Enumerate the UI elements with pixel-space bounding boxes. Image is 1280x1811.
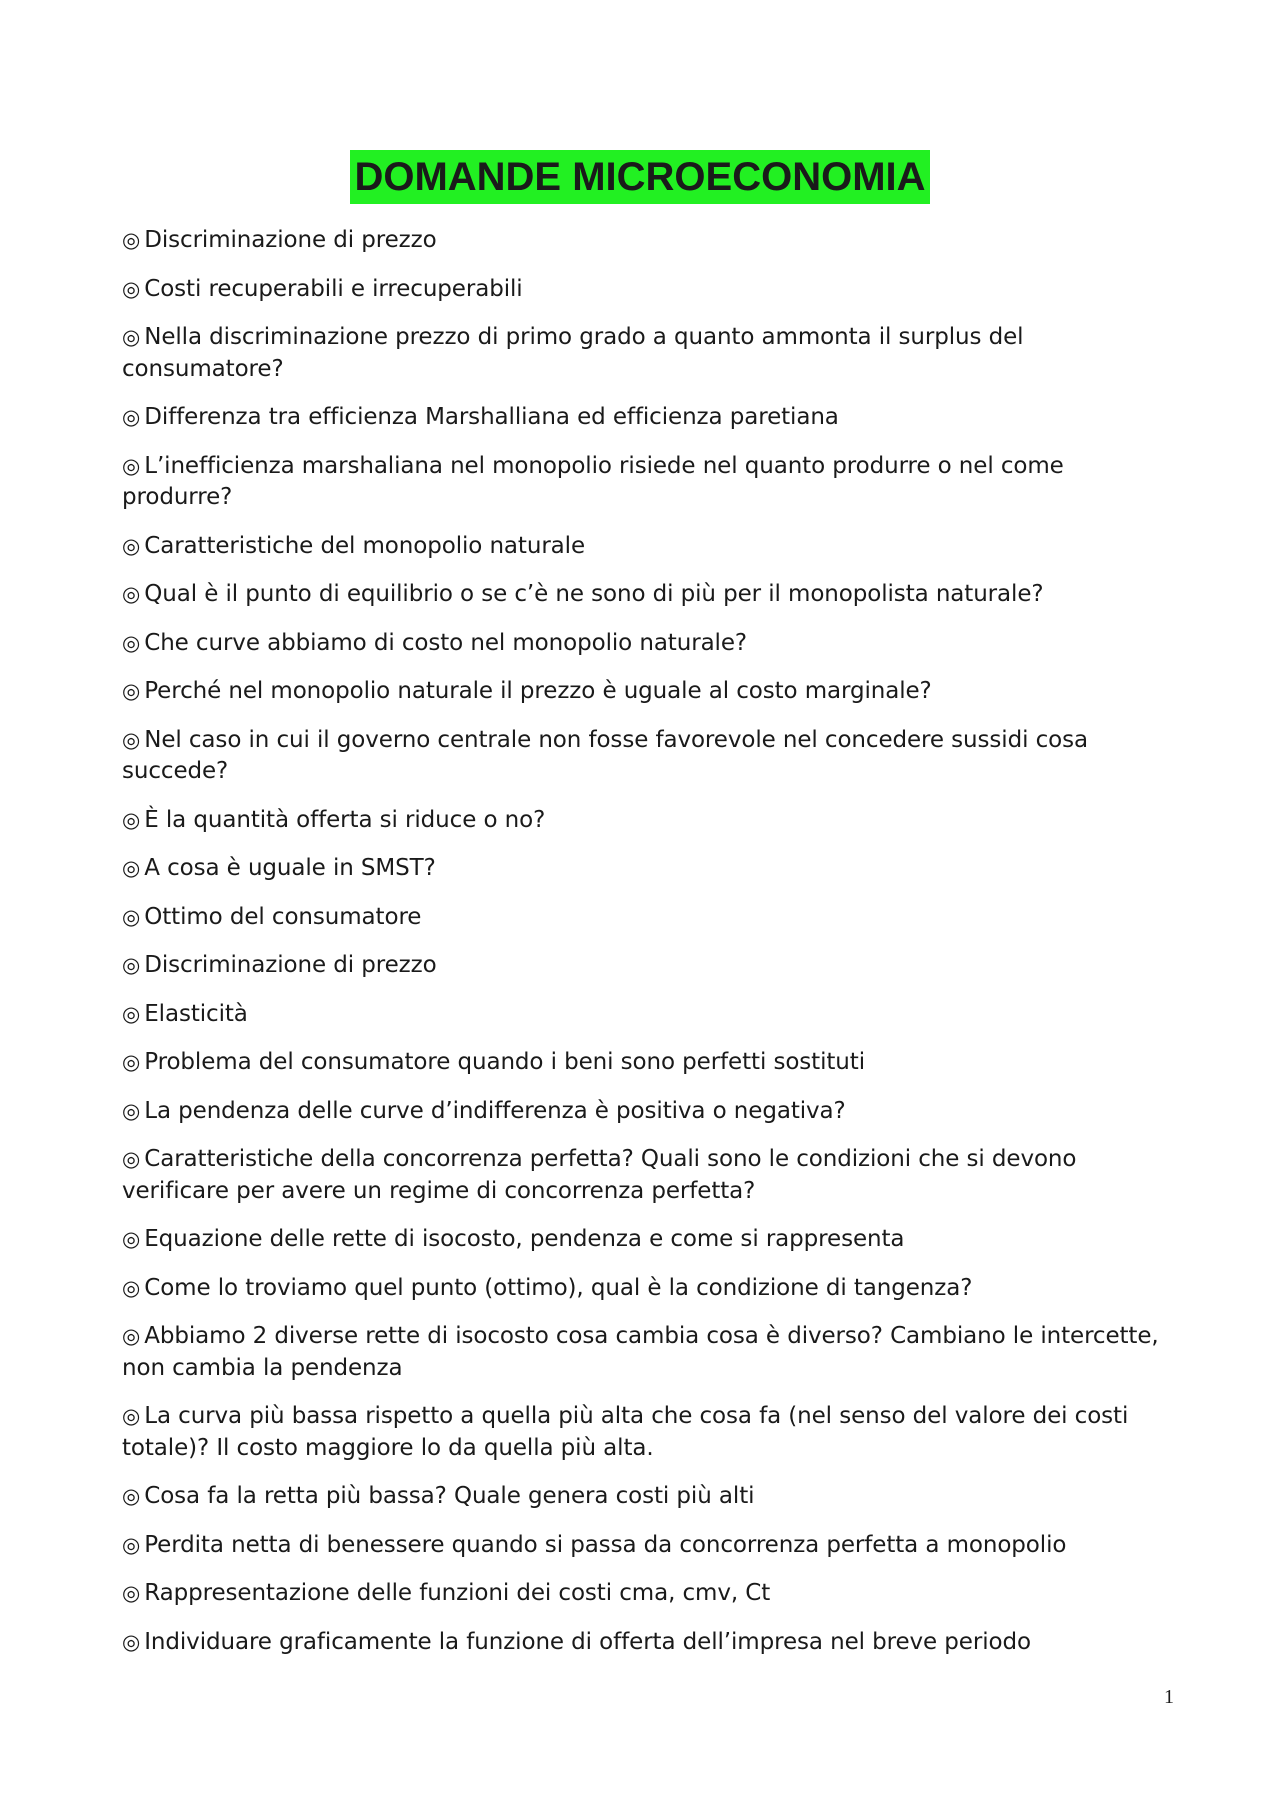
question-text: È la quantità offerta si riduce o no? xyxy=(144,806,546,833)
question-item xyxy=(122,902,1162,934)
question-item xyxy=(122,1224,1162,1256)
question-item xyxy=(122,725,1162,788)
question-text: L’inefficienza marshaliana nel monopolio risiede nel quanto produrre o nel come produrre? xyxy=(122,452,1064,510)
bullet-circle-icon: ◎ xyxy=(122,1050,141,1074)
bullet-circle-icon: ◎ xyxy=(122,1629,141,1654)
bullet-circle-icon: ◎ xyxy=(122,582,141,606)
bullet-circle-icon: ◎ xyxy=(122,904,141,929)
bullet-circle-icon: ◎ xyxy=(122,1227,141,1251)
question-text: Problema del consumatore quando i beni sono perfetti sostituti xyxy=(144,1049,865,1075)
bullet-circle-icon: ◎ xyxy=(122,276,141,301)
bullet-circle-icon: ◎ xyxy=(122,679,141,703)
bullet-circle-icon: ◎ xyxy=(122,1098,141,1123)
question-item xyxy=(122,1530,1162,1562)
question-text: La pendenza delle curve d’indifferenza è positiva o negativa? xyxy=(144,1097,846,1124)
question-text: Caratteristiche del monopolio naturale xyxy=(144,532,586,559)
question-text: Qual è il punto di equilibrio o se c’è ne sono di più per il monopolista naturale? xyxy=(144,581,1044,607)
question-item xyxy=(122,1578,1162,1610)
bullet-circle-icon: ◎ xyxy=(122,405,141,429)
question-item xyxy=(122,225,1162,257)
question-text: Ottimo del consumatore xyxy=(144,903,422,930)
question-item xyxy=(122,805,1162,837)
question-item xyxy=(122,1047,1162,1079)
question-item xyxy=(122,1144,1162,1207)
bullet-circle-icon: ◎ xyxy=(122,325,141,349)
question-item xyxy=(122,531,1162,563)
question-text: A cosa è uguale in SMST? xyxy=(144,855,436,881)
bullet-circle-icon: ◎ xyxy=(122,1324,141,1348)
question-text: Equazione delle rette di isocosto, pendenza e come si rappresenta xyxy=(144,1226,905,1252)
bullet-circle-icon: ◎ xyxy=(122,228,141,252)
bullet-circle-icon: ◎ xyxy=(122,807,141,832)
question-text: Perché nel monopolio naturale il prezzo è uguale al costo marginale? xyxy=(144,678,932,704)
bullet-circle-icon: ◎ xyxy=(122,1404,141,1428)
question-item xyxy=(122,274,1162,306)
question-text: Nel caso in cui il governo centrale non fosse favorevole nel concedere sussidi cosa succede? xyxy=(122,726,1088,784)
bullet-circle-icon: ◎ xyxy=(122,727,141,752)
question-text: Differenza tra efficienza Marshalliana ed efficienza paretiana xyxy=(144,404,839,430)
bullet-circle-icon: ◎ xyxy=(122,1484,141,1508)
bullet-circle-icon: ◎ xyxy=(122,953,141,977)
question-item xyxy=(122,1273,1162,1305)
title-wrapper xyxy=(0,150,1280,204)
question-text: Cosa fa la retta più bassa? Quale genera costi più alti xyxy=(144,1483,755,1509)
question-text: Caratteristiche della concorrenza perfetta? Quali sono le condizioni che si devono verificare per avere un regime di concorrenza perfetta? xyxy=(122,1146,1077,1204)
question-item xyxy=(122,579,1162,611)
question-text: Individuare graficamente la funzione di offerta dell’impresa nel breve periodo xyxy=(144,1628,1031,1655)
bullet-circle-icon: ◎ xyxy=(122,856,141,880)
question-item xyxy=(122,322,1162,385)
question-item xyxy=(122,999,1162,1031)
question-item xyxy=(122,1321,1162,1384)
question-item xyxy=(122,1096,1162,1128)
question-text: Elasticità xyxy=(144,1000,248,1027)
question-item xyxy=(122,676,1162,708)
question-text: Rappresentazione delle funzioni dei costi cma, cmv, Ct xyxy=(144,1580,771,1606)
question-text: La curva più bassa rispetto a quella più alta che cosa fa (nel senso del valore dei costi totale)? Il costo maggiore lo da quella più alta. xyxy=(122,1403,1129,1461)
question-item xyxy=(122,1627,1162,1659)
bullet-circle-icon: ◎ xyxy=(122,1147,141,1171)
question-text: Che curve abbiamo di costo nel monopolio naturale? xyxy=(144,629,748,656)
bullet-circle-icon: ◎ xyxy=(122,1001,141,1026)
page-number: 1 xyxy=(1164,1686,1174,1708)
question-text: Abbiamo 2 diverse rette di isocosto cosa cambia cosa è diverso? Cambiano le intercette, non cambia la pendenza xyxy=(122,1323,1159,1381)
question-item xyxy=(122,402,1162,434)
question-item xyxy=(122,950,1162,982)
question-text: Discriminazione di prezzo xyxy=(144,227,437,253)
question-list xyxy=(122,225,1162,1675)
question-item xyxy=(122,628,1162,660)
bullet-circle-icon: ◎ xyxy=(122,1532,141,1557)
bullet-circle-icon: ◎ xyxy=(122,630,141,655)
question-item xyxy=(122,1401,1162,1464)
question-item xyxy=(122,853,1162,885)
question-text: Costi recuperabili e irrecuperabili xyxy=(144,275,523,302)
page-title: DOMANDE MICROECONOMIA xyxy=(350,150,929,204)
bullet-circle-icon: ◎ xyxy=(122,453,141,478)
question-text: Come lo troviamo quel punto (ottimo), qual è la condizione di tangenza? xyxy=(144,1274,973,1301)
bullet-circle-icon: ◎ xyxy=(122,533,141,558)
question-text: Perdita netta di benessere quando si passa da concorrenza perfetta a monopolio xyxy=(144,1531,1067,1558)
question-text: Nella discriminazione prezzo di primo grado a quanto ammonta il surplus del consumatore? xyxy=(122,324,1024,382)
question-item xyxy=(122,1481,1162,1513)
bullet-circle-icon: ◎ xyxy=(122,1275,141,1300)
bullet-circle-icon: ◎ xyxy=(122,1581,141,1605)
question-item xyxy=(122,451,1162,514)
question-text: Discriminazione di prezzo xyxy=(144,952,437,978)
